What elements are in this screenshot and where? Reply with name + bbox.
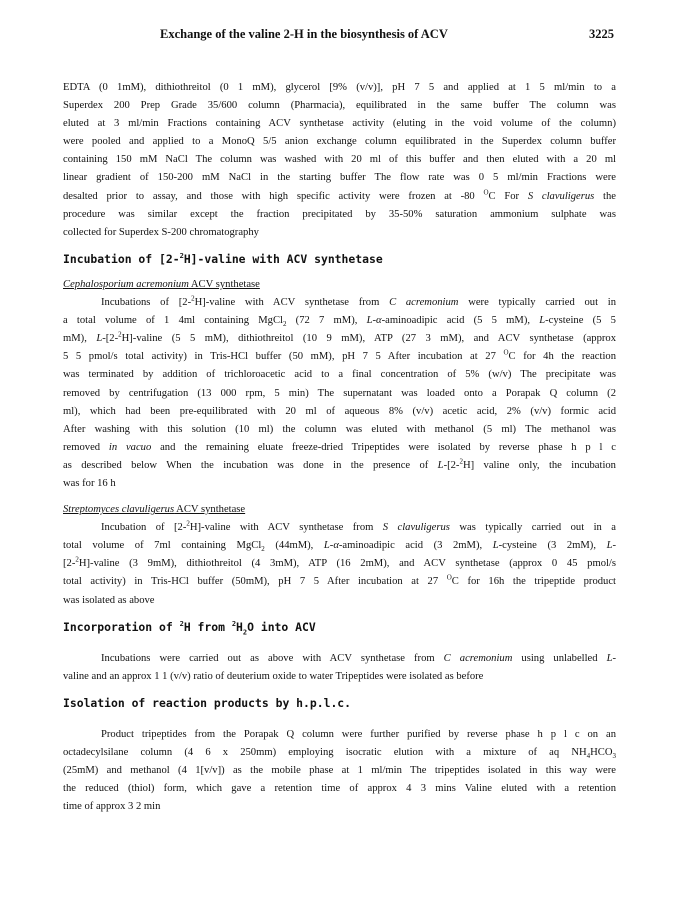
text-line: collected for Superdex S-200 chromatography bbox=[63, 226, 259, 238]
text-line: After washing with this solution (10 ml) the column was eluted with methanol (5 ml) The methanol was bbox=[63, 423, 616, 435]
paragraph-deuterium bbox=[63, 650, 616, 686]
text-line: (25mM) and methanol (4 1[v/v]) as the mobile phase at 1 ml/min The tripeptides isolated in this way were bbox=[63, 765, 616, 777]
text-line: was for 16 h bbox=[63, 477, 116, 489]
text-line: eluted at 3 ml/min Fractions containing ACV synthetase activity (eluting in the void volume of the column) bbox=[63, 118, 616, 130]
text-line: 5 5 pmol/s total activity) in Tris-HCl buffer (50 mM), pH 7 5 After incubation at 27 $^O$C for 4h the reaction bbox=[63, 348, 616, 363]
subheading-cephalosporium: Cephalosporium acremonium ACV synthetase bbox=[63, 278, 260, 290]
text-line: time of approx 3 2 min bbox=[63, 801, 161, 813]
text-line: removed by centrifugation (13 000 rpm, 5 min) The supernatant was loaded onto a Porapak Q column (2 bbox=[63, 387, 616, 399]
running-title: Exchange of the valine 2-H in the biosynthesis of ACV bbox=[160, 27, 448, 41]
text-line: mM), L-[2-$^2$H]-valine (5 5 mM), dithiothreitol (10 9 mM), ATP (27 3 mM), and ACV synthetase (approx bbox=[63, 330, 617, 345]
text-line: EDTA (0 1mM), dithiothreitol (0 1 mM), glycerol [9% (v/v)], pH 7 5 and applied at 1 5 ml/min to a bbox=[63, 82, 616, 93]
text-line: valine and an approx 1 1 (v/v) ratio of deuterium oxide to water Tripeptides were isolated as before bbox=[63, 670, 484, 682]
text-line: Superdex 200 Prep Grade 35/600 column (Pharmacia), equilibrated in the same buffer The column was bbox=[63, 100, 616, 112]
paragraph-purification bbox=[63, 79, 616, 242]
text-line: total activity) in Tris-HCl buffer (50mM), pH 7 5 After incubation at 27 $^O$C for 16h the tripeptide product bbox=[63, 573, 616, 588]
text-line: Incubations of [2-$^2$H]-valine with ACV synthetase from C acremonium were typically carried out in bbox=[101, 294, 617, 309]
section-heading-deuterium-incorporation: Incorporation of $^2$H from $^2H_2O$ into ACV bbox=[63, 619, 316, 636]
text-line: [2-$^2$H]-valine (3 9mM), dithiothreitol (4 3mM), ATP (16 2mM), and ACV synthetase (approx 0 45 pmol/s bbox=[63, 555, 616, 570]
text-line: the reduced (thiol) form, which gave a retention time of approx 4 3 mins Valine eluted with a retention bbox=[63, 783, 616, 795]
text-line: Product tripeptides from the Porapak Q column were further purified by reverse phase h p l c on an bbox=[101, 729, 616, 740]
article-body bbox=[63, 79, 616, 816]
text-line: ml), which had been pre-equilibrated with 20 ml of aqueous 8% (v/v) acetic acid, 2% (v/v) formic acid bbox=[63, 405, 616, 417]
text-line: was isolated as above bbox=[63, 594, 155, 606]
running-head bbox=[0, 27, 676, 47]
text-line: desalted prior to assay, and those with high specific activity were frozen at -80 $^O$C For S clavuligerus the bbox=[63, 188, 616, 202]
text-line: a total volume of 1 4ml containing MgCl$_2$ (72 7 mM), L-α-aminoadipic acid (5 5 mM), L-cysteine (5 5 bbox=[63, 315, 616, 329]
text-line: as described below When the incubation was done in the presence of L-[2-$^2$H] valine only, the incubation bbox=[63, 457, 616, 471]
paragraph-s-clavuligerus bbox=[63, 519, 616, 609]
text-line: procedure was similar except the fraction precipitated by 35-50% saturation ammonium sulphate was bbox=[63, 208, 616, 220]
section-heading-valine-incubation: Incubation of [2-$^2$H]-valine with ACV synthetase bbox=[63, 251, 383, 266]
page-number: 3225 bbox=[589, 27, 614, 41]
section-heading-hplc-isolation: Isolation of reaction products by h.p.l.c. bbox=[63, 695, 352, 710]
text-line: was terminated by addition of trichloroacetic acid to a final concentration of 5% (w/v) The precipitate was bbox=[63, 369, 616, 381]
text-line: Incubation of [2-$^2$H]-valine with ACV synthetase from S clavuligerus was typically carried out in a bbox=[101, 519, 616, 534]
subheading-streptomyces: Streptomyces clavuligerus ACV synthetase bbox=[63, 504, 246, 516]
text-line: were pooled and applied to a MonoQ 5/5 anion exchange column equilibrated in the Superdex column buffer bbox=[63, 136, 616, 148]
text-line: octadecylsilane column (4 6 x 250mm) employing isocratic elution with a mixture of aq $NH_4HCO_3$ bbox=[63, 747, 616, 761]
text-line: Incubations were carried out as above with ACV synthetase from C acremonium using unlabelled L- bbox=[101, 652, 616, 664]
paragraph-hplc bbox=[63, 726, 616, 816]
text-line: linear gradient of 150-200 mM NaCl in the starting buffer The flow rate was 0 5 ml/min Fractions were bbox=[63, 172, 616, 184]
text-line: containing 150 mM NaCl The column was washed with 20 ml of this buffer and then eluted with a 20 ml bbox=[63, 154, 616, 166]
text-line: removed in vacuo and the remaining eluate freeze-dried Tripeptides were isolated by reverse phase h p l c bbox=[63, 441, 616, 453]
text-line: total volume of 7ml containing MgCl$_2$ (44mM), L-α-aminoadipic acid (3 2mM), L-cysteine (3 2mM), L- bbox=[63, 540, 616, 554]
paragraph-c-acremonium bbox=[63, 294, 616, 493]
